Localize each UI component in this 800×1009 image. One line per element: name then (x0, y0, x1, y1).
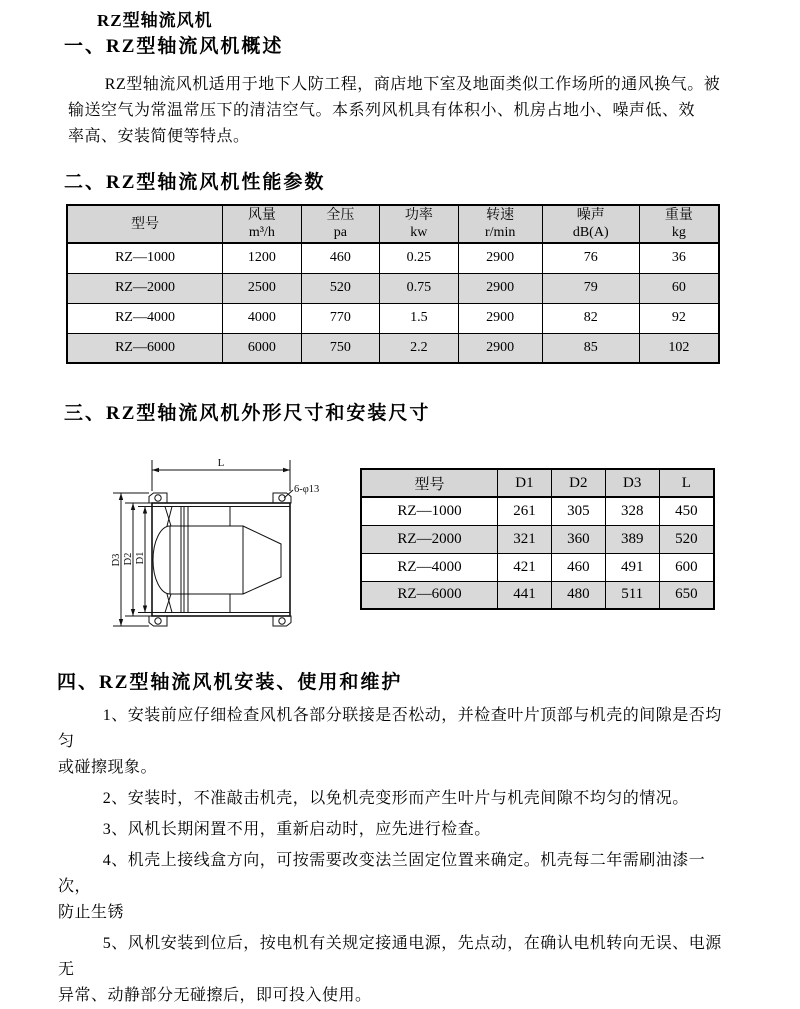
table-cell: 389 (605, 525, 659, 553)
performance-table-body (67, 243, 719, 363)
table-row (361, 497, 714, 525)
table-cell: RZ—4000 (361, 553, 498, 581)
bolt-hole (155, 618, 161, 624)
dim-label-holes: 6-φ13 (294, 484, 320, 495)
table-cell: 328 (605, 497, 659, 525)
table-cell: RZ—1000 (361, 497, 498, 525)
table-cell: 650 (659, 581, 714, 609)
column-header-d3: D3 (605, 469, 659, 497)
table-cell: 4000 (223, 303, 302, 333)
table-cell: 2900 (458, 243, 542, 273)
paragraph (58, 848, 730, 926)
table-row (361, 525, 714, 553)
text-line: 5、风机安装到位后，按电机有关规定接通电源，先点动，在确认电机转向无误、电源无 (58, 935, 722, 978)
table-row (67, 273, 719, 303)
table-cell: RZ—1000 (67, 243, 223, 273)
table-cell: 6000 (223, 333, 302, 363)
paragraph (58, 786, 730, 812)
table-cell: 2900 (458, 333, 542, 363)
column-header-d2: D2 (551, 469, 605, 497)
performance-table (66, 204, 720, 364)
table-cell: 450 (659, 497, 714, 525)
table-cell: 460 (301, 243, 380, 273)
table-cell: RZ—6000 (361, 581, 498, 609)
text-line: 3、风机长期闲置不用，重新启动时，应先进行检查。 (102, 821, 491, 838)
text-line: RZ型轴流风机适用于地下人防工程，商店地下室及地面类似工作场所的通风换气。被 (104, 76, 721, 93)
performance-table-header (67, 205, 719, 243)
table-row (67, 333, 719, 363)
section4-heading: 四、RZ型轴流风机安装、使用和维护 (57, 672, 403, 693)
dimensions-section (0, 448, 800, 660)
table-cell: 520 (659, 525, 714, 553)
maintenance-list (58, 703, 730, 1009)
section2-heading: 二、RZ型轴流风机性能参数 (64, 172, 326, 193)
table-cell: 480 (551, 581, 605, 609)
table-row (67, 243, 719, 273)
dim-label-length: L (217, 457, 225, 469)
dim-label-d1: D1 (135, 551, 146, 565)
bolt-hole (155, 495, 161, 501)
column-header-pressure: 全压 pa (301, 205, 380, 243)
hub-dome (153, 526, 170, 594)
diffuser-cone (243, 526, 281, 594)
text-line: 率高、安装简便等特点。 (68, 128, 250, 145)
section1-heading: 一、RZ型轴流风机概述 (64, 36, 284, 57)
table-row (67, 303, 719, 333)
text-line: 或碰擦现象。 (58, 759, 158, 776)
fan-casing (152, 503, 290, 616)
table-cell: 421 (498, 553, 552, 581)
table-cell: 0.25 (380, 243, 459, 273)
paragraph (68, 124, 730, 150)
section3-heading: 三、RZ型轴流风机外形尺寸和安装尺寸 (64, 403, 431, 424)
page-title: RZ型轴流风机 (97, 11, 213, 30)
paragraph (68, 98, 730, 124)
table-cell: 491 (605, 553, 659, 581)
table-cell: 79 (542, 273, 639, 303)
table-cell: 360 (551, 525, 605, 553)
table-cell: RZ—2000 (361, 525, 498, 553)
column-header-airflow: 风量 m³/h (223, 205, 302, 243)
dim-label-d3: D3 (111, 553, 122, 567)
table-cell: 770 (301, 303, 380, 333)
table-row (361, 581, 714, 609)
table-cell: 520 (301, 273, 380, 303)
paragraph (58, 703, 730, 781)
text-line: 异常、动静部分无碰擦后，即可投入使用。 (58, 987, 372, 1004)
table-cell: 321 (498, 525, 552, 553)
column-header-noise: 噪声 dB(A) (542, 205, 639, 243)
table-cell: 261 (498, 497, 552, 525)
table-cell: 2500 (223, 273, 302, 303)
table-cell: 441 (498, 581, 552, 609)
text-line: 1、安装前应仔细检查风机各部分联接是否松动，并检查叶片顶部与机壳的间隙是否均匀 (58, 707, 722, 750)
table-cell: 460 (551, 553, 605, 581)
table-cell: 36 (639, 243, 719, 273)
document-page (0, 9, 800, 1004)
table-cell: 600 (659, 553, 714, 581)
column-header-l: L (659, 469, 714, 497)
dimensions-table-header (361, 469, 714, 497)
table-cell: 2900 (458, 303, 542, 333)
table-cell: 85 (542, 333, 639, 363)
column-header-power: 功率 kw (380, 205, 459, 243)
dimensions-table-body (361, 497, 714, 609)
text-line: 2、安装时，不准敲击机壳，以免机壳变形而产生叶片与机壳间隙不均匀的情况。 (102, 790, 689, 807)
table-cell: 0.75 (380, 273, 459, 303)
text-line: 4、机壳上接线盒方向，可按需要改变法兰固定位置来确定。机壳每二年需刷油漆一次， (58, 852, 706, 895)
table-cell: 750 (301, 333, 380, 363)
table-row (361, 553, 714, 581)
dim-label-d2: D2 (123, 552, 134, 566)
paragraph (58, 817, 730, 843)
table-cell: 82 (542, 303, 639, 333)
table-cell: 2900 (458, 273, 542, 303)
paragraph (58, 931, 730, 1009)
column-header-speed: 转速 r/min (458, 205, 542, 243)
table-cell: 102 (639, 333, 719, 363)
column-header-model: 型号 (361, 469, 498, 497)
table-cell: RZ—2000 (67, 273, 223, 303)
column-header-d1: D1 (498, 469, 552, 497)
table-cell: 511 (605, 581, 659, 609)
table-cell: 76 (542, 243, 639, 273)
table-cell: 92 (639, 303, 719, 333)
text-line: 输送空气为常温常压下的清洁空气。本系列风机具有体积小、机房占地小、噪声低、效 (68, 102, 696, 119)
column-header-model: 型号 (67, 205, 223, 243)
paragraph (68, 72, 730, 98)
bolt-hole (279, 618, 285, 624)
fan-outline-drawing (95, 448, 345, 660)
dimensions-table (360, 468, 715, 610)
table-cell: 305 (551, 497, 605, 525)
table-cell: 60 (639, 273, 719, 303)
table-cell: RZ—4000 (67, 303, 223, 333)
table-cell: 1200 (223, 243, 302, 273)
text-line: 防止生锈 (58, 904, 125, 921)
table-cell: 2.2 (380, 333, 459, 363)
column-header-weight: 重量 kg (639, 205, 719, 243)
table-cell: 1.5 (380, 303, 459, 333)
table-cell: RZ—6000 (67, 333, 223, 363)
overview-paragraph (68, 72, 730, 150)
